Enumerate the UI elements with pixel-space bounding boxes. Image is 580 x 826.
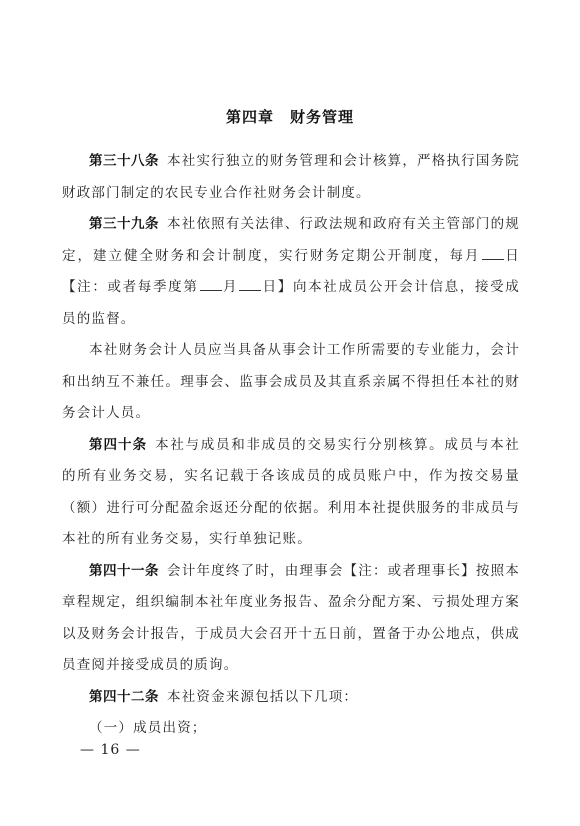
article-number: 第四十条 [89, 436, 148, 453]
article-text: 月 [222, 279, 239, 295]
article-40 [62, 430, 520, 556]
article-38 [62, 146, 520, 209]
fill-blank [200, 278, 222, 291]
fill-blank [239, 278, 261, 291]
document-body [62, 146, 520, 745]
article-text: 日【注：或者每季度第 [62, 247, 520, 295]
list-item-text: （一）成员出资； [89, 720, 207, 736]
article-39 [62, 209, 520, 335]
article-42 [62, 682, 520, 714]
article-text: 本社财务会计人员应当具备从事会计工作所需要的专业能力，会计和出纳互不兼任。理事会、监事会成员及其直系亲属不得担任本社的财务会计人员。 [62, 342, 520, 421]
article-number: 第四十一条 [89, 562, 160, 579]
article-number: 第四十二条 [89, 688, 159, 705]
article-text: 本社实行独立的财务管理和会计核算，严格执行国务院财政部门制定的农民专业合作社财务会计制度。 [62, 153, 521, 201]
chapter-title: 第四章 财务管理 [225, 108, 354, 126]
article-text: 本社依照有关法律、行政法规和政府有关主管部门的规定，建立健全财务和会计制度，实行财务定期公开制度，每月 [62, 216, 521, 264]
page-number: — 16 — [80, 742, 141, 758]
article-number: 第三十八条 [89, 153, 160, 169]
article-number: 第三十九条 [89, 216, 160, 232]
article-text: 会计年度终了时，由理事会【注：或者理事长】按照本章程规定，组织编制本社年度业务报告、盈余分配方案、亏损处理方案以及财务会计报告，于成员大会召开十五日前，置备于办公地点，供成员查阅并接受成员的质询。 [62, 562, 521, 673]
list-item-1 [62, 713, 520, 745]
article-text: 日】向本社成员公开会计信息，接受成员的监督。 [62, 279, 520, 327]
article-41 [62, 556, 520, 682]
article-39-paragraph-2 [62, 335, 520, 430]
fill-blank [482, 247, 504, 260]
article-text: 本社与成员和非成员的交易实行分别核算。成员与本社的所有业务交易，实名记载于各该成员的成员账户中，作为按交易量（额）进行可分配盈余返还分配的依据。利用本社提供服务的非成员与本社的所有业务交易，实行单独记账。 [62, 436, 520, 547]
article-text: 本社资金来源包括以下几项： [167, 688, 359, 705]
